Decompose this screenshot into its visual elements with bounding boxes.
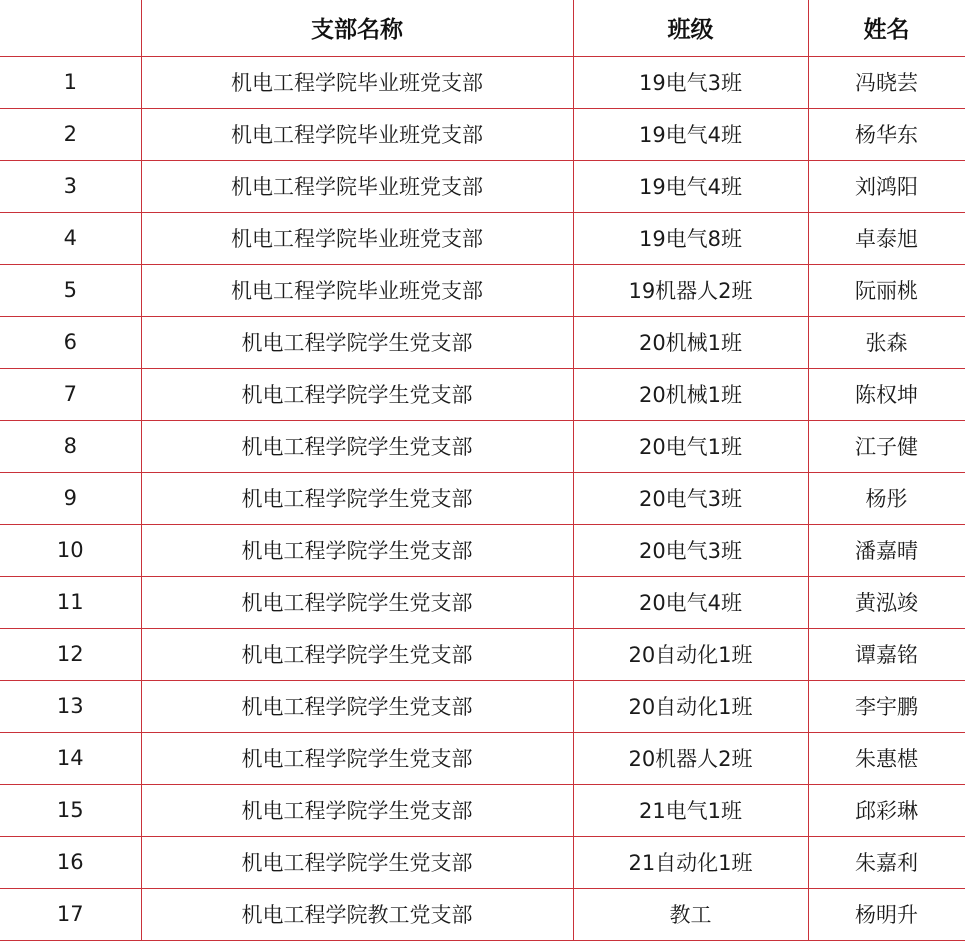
table-row (0, 108, 965, 160)
row-index-cell: 15 (0, 784, 141, 836)
table-row (0, 56, 965, 108)
table-row (0, 628, 965, 680)
branch-name-cell: 机电工程学院毕业班党支部 (141, 108, 573, 160)
branch-name-cell: 机电工程学院学生党支部 (141, 628, 573, 680)
table-row (0, 524, 965, 576)
member-name-cell: 黄泓竣 (808, 576, 965, 628)
member-name-cell: 卓泰旭 (808, 212, 965, 264)
member-name-cell: 谭嘉铭 (808, 628, 965, 680)
table-row (0, 368, 965, 420)
class-cell: 20机器人2班 (573, 732, 808, 784)
branch-name-cell: 机电工程学院毕业班党支部 (141, 212, 573, 264)
row-index-cell: 10 (0, 524, 141, 576)
table-row (0, 576, 965, 628)
branch-name-cell: 机电工程学院学生党支部 (141, 680, 573, 732)
table-row (0, 264, 965, 316)
member-name-cell: 陈权坤 (808, 368, 965, 420)
row-index-cell: 5 (0, 264, 141, 316)
branch-name-cell: 机电工程学院学生党支部 (141, 836, 573, 888)
member-name-cell: 杨明升 (808, 888, 965, 940)
member-name-cell: 张森 (808, 316, 965, 368)
branch-name-cell: 机电工程学院学生党支部 (141, 524, 573, 576)
table-row (0, 160, 965, 212)
class-cell: 20电气1班 (573, 420, 808, 472)
class-cell: 19电气3班 (573, 56, 808, 108)
table-body (0, 56, 965, 940)
class-cell: 21自动化1班 (573, 836, 808, 888)
row-index-cell: 11 (0, 576, 141, 628)
table-row (0, 732, 965, 784)
member-name-cell: 阮丽桃 (808, 264, 965, 316)
table-row (0, 888, 965, 940)
row-index-cell: 4 (0, 212, 141, 264)
class-cell: 20机械1班 (573, 368, 808, 420)
row-index-cell: 6 (0, 316, 141, 368)
row-index-cell: 14 (0, 732, 141, 784)
table-row (0, 472, 965, 524)
header-class: 班级 (573, 0, 808, 56)
member-name-cell: 杨华东 (808, 108, 965, 160)
table-header (0, 0, 965, 56)
class-cell: 19电气4班 (573, 160, 808, 212)
row-index-cell: 7 (0, 368, 141, 420)
class-cell: 20自动化1班 (573, 680, 808, 732)
table-row (0, 316, 965, 368)
branch-name-cell: 机电工程学院毕业班党支部 (141, 160, 573, 212)
member-name-cell: 朱惠椹 (808, 732, 965, 784)
branch-name-cell: 机电工程学院学生党支部 (141, 368, 573, 420)
class-cell: 20电气3班 (573, 524, 808, 576)
row-index-cell: 1 (0, 56, 141, 108)
member-name-cell: 潘嘉晴 (808, 524, 965, 576)
class-cell: 教工 (573, 888, 808, 940)
class-cell: 19机器人2班 (573, 264, 808, 316)
header-row (0, 0, 965, 56)
branch-name-cell: 机电工程学院毕业班党支部 (141, 56, 573, 108)
table-row (0, 212, 965, 264)
row-index-cell: 16 (0, 836, 141, 888)
row-index-cell: 8 (0, 420, 141, 472)
class-cell: 20电气3班 (573, 472, 808, 524)
table-row (0, 680, 965, 732)
branch-name-cell: 机电工程学院学生党支部 (141, 472, 573, 524)
class-cell: 19电气4班 (573, 108, 808, 160)
branch-name-cell: 机电工程学院毕业班党支部 (141, 264, 573, 316)
table-row (0, 836, 965, 888)
member-name-cell: 杨彤 (808, 472, 965, 524)
branch-name-cell: 机电工程学院学生党支部 (141, 732, 573, 784)
header-name: 姓名 (808, 0, 965, 56)
table-row (0, 784, 965, 836)
member-name-cell: 邱彩琳 (808, 784, 965, 836)
class-cell: 19电气8班 (573, 212, 808, 264)
row-index-cell: 12 (0, 628, 141, 680)
class-cell: 21电气1班 (573, 784, 808, 836)
member-name-cell: 朱嘉利 (808, 836, 965, 888)
header-branch-name: 支部名称 (141, 0, 573, 56)
branch-name-cell: 机电工程学院学生党支部 (141, 576, 573, 628)
row-index-cell: 9 (0, 472, 141, 524)
row-index-cell: 17 (0, 888, 141, 940)
header-index (0, 0, 141, 56)
branch-name-cell: 机电工程学院学生党支部 (141, 316, 573, 368)
branch-name-cell: 机电工程学院学生党支部 (141, 784, 573, 836)
table-row (0, 420, 965, 472)
member-name-cell: 冯晓芸 (808, 56, 965, 108)
branch-name-cell: 机电工程学院学生党支部 (141, 420, 573, 472)
row-index-cell: 2 (0, 108, 141, 160)
member-name-cell: 刘鸿阳 (808, 160, 965, 212)
class-cell: 20机械1班 (573, 316, 808, 368)
class-cell: 20电气4班 (573, 576, 808, 628)
class-cell: 20自动化1班 (573, 628, 808, 680)
row-index-cell: 13 (0, 680, 141, 732)
member-name-cell: 江子健 (808, 420, 965, 472)
member-name-cell: 李宇鹏 (808, 680, 965, 732)
row-index-cell: 3 (0, 160, 141, 212)
branch-name-cell: 机电工程学院教工党支部 (141, 888, 573, 940)
